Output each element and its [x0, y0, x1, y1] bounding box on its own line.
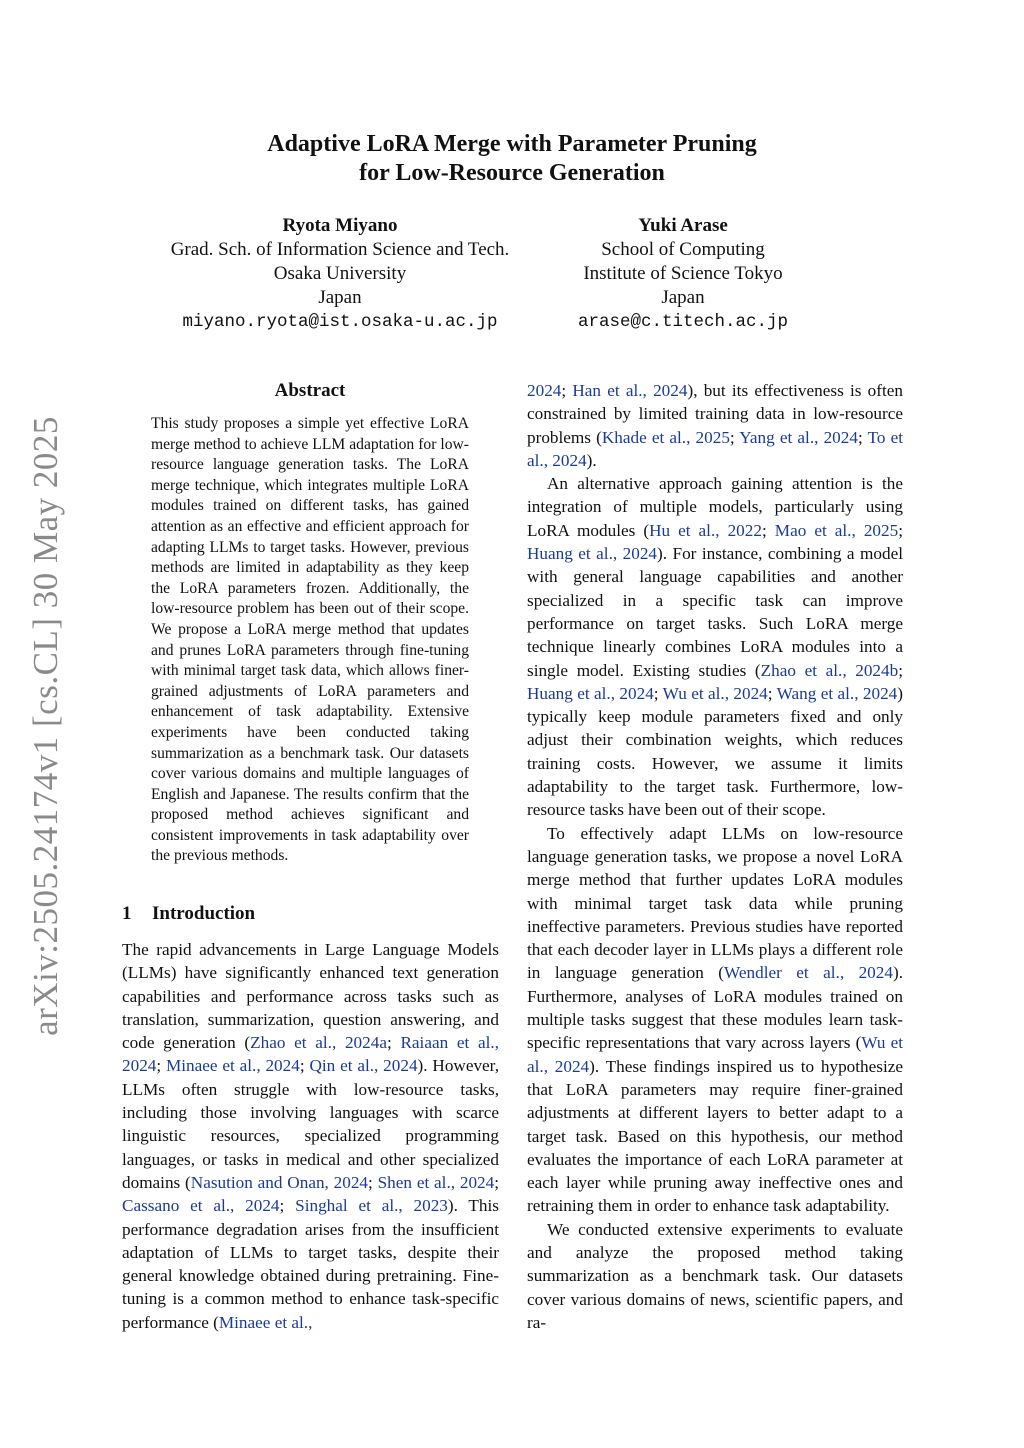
body-text: ), but its effectiveness is often constrained by limited training data in low-resource problems (: [527, 381, 903, 447]
paragraph: [527, 1218, 903, 1334]
body-text: ;: [279, 1196, 296, 1216]
citation-link[interactable]: Zhao et al., 2024b: [760, 660, 899, 680]
body-text: To effectively adapt LLMs on low-resource language generation tasks, we propose a novel LoRA merge method that further updates LoRA modules with minimal target task data while pruning ineffective parameters. Previous studies have reported that each decoder layer in LLMs plays a different role in language generation (: [527, 823, 903, 983]
body-text: We conducted extensive experiments to evaluate and analyze the proposed method taking summarization as a benchmark task. Our datasets cover various domains of news, scientific papers, and ra-: [527, 1219, 903, 1332]
right-column-text: [527, 379, 903, 1334]
author-name: Yuki Arase: [638, 215, 728, 236]
author-email[interactable]: miyano.ryota@ist.osaka-u.ac.jp: [182, 312, 498, 332]
citation-link[interactable]: Huang et al., 2024: [527, 544, 658, 564]
arxiv-stamp: arXiv:2505.24174v1 [cs.CL] 30 May 2025: [26, 416, 65, 1036]
citation-link[interactable]: Singhal et al., 2023: [295, 1196, 448, 1216]
paragraph: [527, 822, 903, 1218]
citation-link[interactable]: Raiaan et al., 2024: [122, 1033, 499, 1076]
abstract-heading: Abstract: [274, 380, 346, 401]
body-text: ). For instance, combining a model with general language capabilities and another specialized in a specific task can improve performance on target tasks. Such LoRA merge technique linearly combines LoRA modules into a single model. Existing studies (: [527, 544, 903, 680]
citation-link[interactable]: Shen et al., 2024: [377, 1172, 495, 1192]
author-email[interactable]: arase@c.titech.ac.jp: [577, 312, 789, 332]
body-text: ). This performance degradation arises from the insufficient adaptation of LLMs to target tasks, despite their general knowledge obtained during pretraining. Fine-tuning is a common method to enhance task-specific performance (: [122, 1196, 499, 1332]
author-country: Japan: [318, 287, 362, 308]
author-institution: Osaka University: [273, 263, 407, 284]
citation-link[interactable]: Hu et al., 2022: [649, 520, 762, 540]
citation-link[interactable]: Nasution and Onan, 2024: [190, 1172, 369, 1192]
citation-link[interactable]: To et al., 2024: [527, 427, 904, 470]
citation-link[interactable]: Minaee et al.,: [218, 1312, 313, 1332]
citation-link[interactable]: 2024: [527, 381, 562, 400]
section-title: Introduction: [152, 903, 256, 924]
body-text: The rapid advancements in Large Language Models (LLMs) have significantly enhanced text generation capabilities and performance across tasks such as translation, summarization, question answering, and code generation (: [122, 940, 499, 1053]
citation-link[interactable]: Huang et al., 2024: [527, 683, 654, 703]
body-text: ).: [586, 450, 597, 470]
citation-link[interactable]: Khade et al., 2025: [601, 427, 730, 447]
citation-link[interactable]: Mao et al., 2025: [774, 520, 899, 540]
section-heading-introduction: [122, 903, 502, 925]
author-block-1: [130, 214, 550, 334]
body-text: ;: [299, 1056, 310, 1076]
author-institution: Institute of Science Tokyo: [583, 263, 783, 284]
author-affiliation: School of Computing: [601, 239, 765, 260]
title-line-2: for Low-Resource Generation: [359, 160, 665, 186]
body-text: ;: [386, 1033, 401, 1053]
body-text: ;: [898, 520, 903, 540]
author-affiliation: Grad. Sch. of Information Science and Tech.: [170, 239, 510, 260]
citation-link[interactable]: Qin et al., 2024: [309, 1056, 418, 1076]
body-text: ;: [494, 1172, 500, 1192]
author-name: Ryota Miyano: [282, 215, 398, 236]
paragraph: [527, 379, 903, 472]
paragraph: [527, 472, 903, 821]
author-country: Japan: [661, 287, 705, 308]
citation-link[interactable]: Han et al., 2024: [572, 381, 688, 400]
body-text: ). Furthermore, analyses of LoRA modules trained on multiple tasks suggest that these modules learn task-specific representations that vary across layers (: [527, 963, 903, 1053]
body-text: ;: [156, 1056, 166, 1076]
body-text: ;: [898, 660, 903, 680]
citation-link[interactable]: Cassano et al., 2024: [122, 1196, 280, 1216]
body-text: ). However, LLMs often struggle with low-resource tasks, including those involving languages with scarce linguistic resources, specialized programming languages, or tasks in medical and other specialized domains (: [122, 1056, 500, 1192]
body-text: An alternative approach gaining attention is the integration of multiple models, particularly using LoRA modules (: [527, 474, 903, 540]
citation-link[interactable]: Yang et al., 2024: [739, 427, 858, 447]
paragraph: [122, 938, 499, 1334]
citation-link[interactable]: Zhao et al., 2024a: [250, 1033, 387, 1053]
title-line-1: Adaptive LoRA Merge with Parameter Pruning: [267, 131, 757, 157]
body-text: ) typically keep module parameters fixed and only adjust their combination weights, which reduces training costs. However, we assume it limits adaptability to the target task. Furthermore, low-resource tasks have been out of their scope.: [527, 683, 904, 820]
citation-link[interactable]: Minaee et al., 2024: [166, 1056, 300, 1076]
body-text: ;: [368, 1172, 378, 1192]
citation-link[interactable]: Wang et al., 2024: [776, 683, 898, 703]
body-text: ;: [761, 520, 775, 540]
body-text: ;: [767, 683, 777, 703]
abstract-body: This study proposes a simple yet effective LoRA merge method to achieve LLM adaptation for low-resource language generation tasks. The LoRA merge technique, which integrates multiple LoRA modules trained on different tasks, has gained attention as an effective and efficient approach for adapting LLMs to target tasks. However, previous methods are limited in adaptability as they keep the LoRA parameters frozen. Additionally, the low-resource problem has been out of their scope. We propose a LoRA merge method that updates and prunes LoRA parameters through fine-tuning with minimal target task data, which allows finer-grained adjustments of LoRA parameters and enhancement of task adaptability. Extensive experiments have been conducted taking summarization as a benchmark task. Our datasets cover various domains and multiple languages of English and Japanese. The results confirm that the proposed method achieves significant and consistent improvements in task adaptability over the previous methods.: [151, 415, 469, 865]
body-text: ;: [653, 683, 663, 703]
section-number: 1: [122, 903, 132, 924]
body-text: ;: [857, 427, 868, 447]
citation-link[interactable]: Wu et al., 2024: [662, 683, 768, 703]
left-column-text: [122, 938, 499, 1334]
body-text: ;: [729, 427, 740, 447]
author-block-2: [533, 214, 833, 334]
citation-link[interactable]: Wendler et al., 2024: [724, 963, 893, 983]
body-text: ;: [561, 381, 573, 400]
citation-link[interactable]: Wu et al., 2024: [527, 1033, 903, 1076]
paper-title: [150, 130, 874, 188]
body-text: ). These findings inspired us to hypothesize that LoRA parameters may require finer-grained adjustments at different layers to better adapt to a target task. Based on this hypothesis, our method evaluates the importance of each LoRA parameter at each layer while pruning away ineffective ones and retraining them in order to enhance task adaptability.: [527, 1056, 903, 1216]
